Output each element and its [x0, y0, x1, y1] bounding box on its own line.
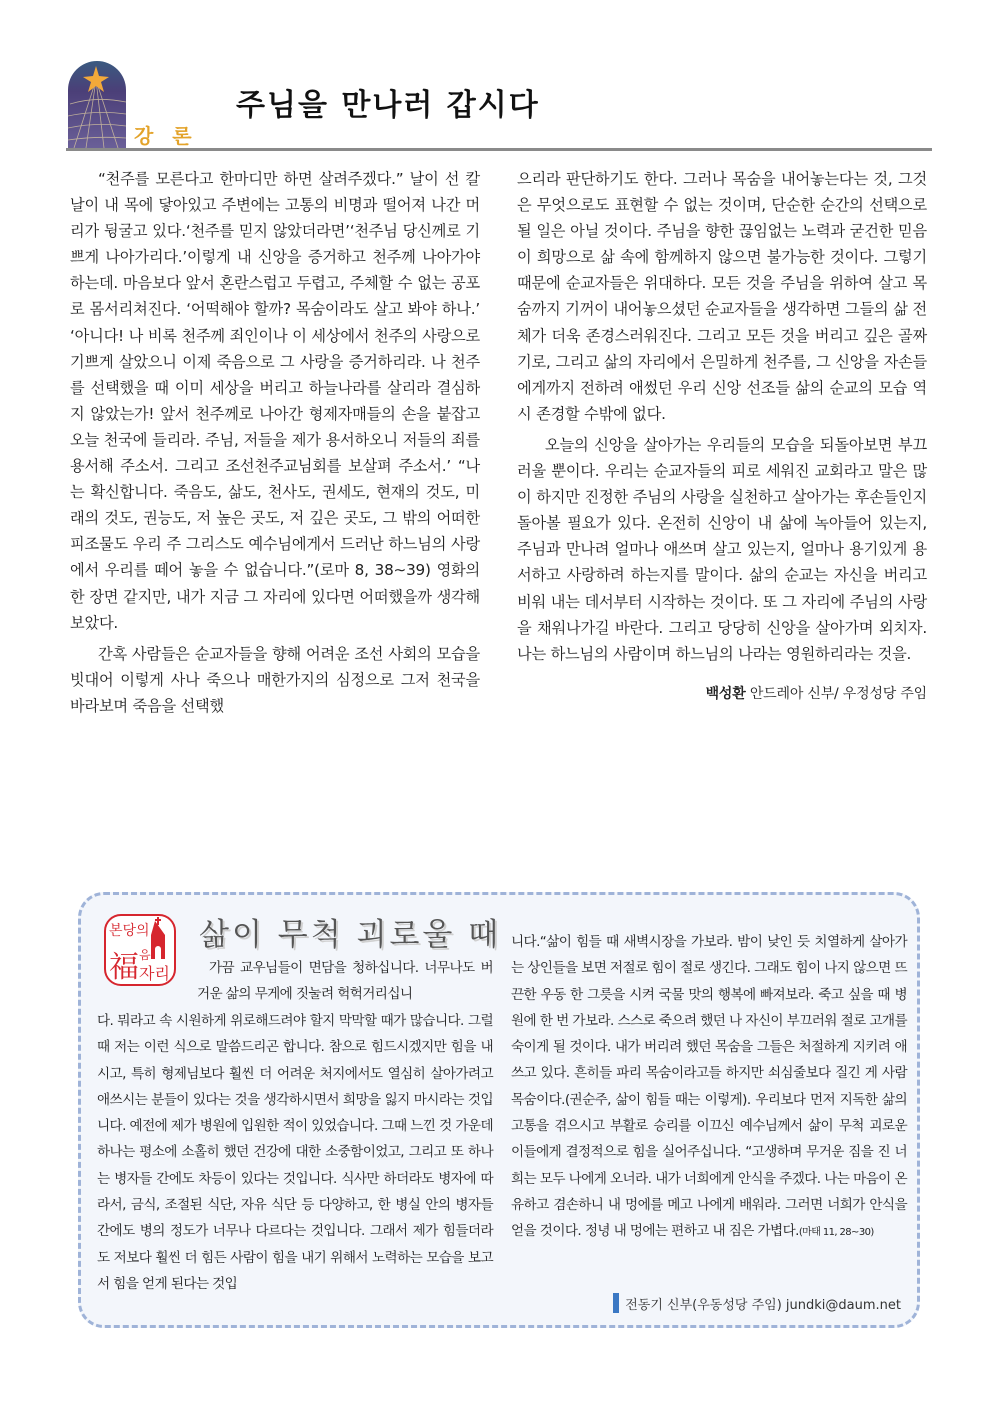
column-author: [613, 1293, 901, 1313]
paragraph: 다. 뭐라고 속 시원하게 위로해드려야 할지 막막할 때가 많습니다. 그럴 때 저는 이런 식으로 말씀드리곤 합니다. 참으로 힘드시겠지만 힘을 내시고, 특히 형제님보다 훨씬 더 어려운 처지에서도 열심히 살아가려고 애쓰시는 분들이 있다는 것을 생각하시면서 희망을 잃지 마시라는 것입니다. 예전에 제가 병원에 입원한 적이 있었습니다. 그때 느낀 것 가운데 하나는 평소에 소홀히 했던 건강에 대한 소중함이었고, 그리고 또 하나는 병자들 간에도 차등이 있다는 것입니다. 식사만 하더라도 병자에 따라서, 금식, 조절된 식단, 자유 식단 등 다양하고, 한 병실 안의 병자들 간에도 병의 정도가 너무나 다르다는 것입니다. 그래서 제가 힘들더라도 저보다 훨씬 더 힘든 사람이 힘을 내기 위해서 노력하는 모습을 보고서 힘을 얻게 된다는 것입: [97, 1013, 493, 1292]
paragraph: “천주를 모른다고 한마디만 하면 살려주겠다.” 날이 선 칼날이 내 목에 닿아있고 주변에는 고통의 비명과 떨어져 나간 머리가 뒹굴고 있다.‘천주를 믿지 않았더라면’‘천주님 당신께로 기쁘게 나아가리다.’이렇게 내 신앙을 증거하고 천주께 나아가야 하는데. 마음보다 앞서 혼란스럽고 두렵고, 주체할 수 없는 공포로 몸서리쳐진다. ‘어떡해야 할까? 목숨이라도 살고 봐야 하나.’ ‘아니다! 나 비록 천주께 죄인이나 이 세상에서 천주의 사랑으로 기쁘게 살았으니 이제 죽음으로 그 사랑을 증거하리라. 나 천주를 선택했을 때 이미 세상을 버리고 하늘나라를 살리라 결심하지 않았는가! 앞서 천주께로 나아간 형제자매들의 손을 붙잡고 오늘 천국에 들리라. 주님, 저들을 제가 용서하오니 저들의 죄를 용서해 주소서. 그리고 조선천주교님회를 보살펴 주소서.’ “나는 확신합니다. 죽음도, 삶도, 천사도, 권세도, 현재의 것도, 미래의 것도, 권능도, 저 높은 곳도, 저 깊은 곳도, 그 밖의 어떠한 피조물도 우리 주 그리스도 예수님에게서 드러난 하느님의 사랑에서 우리를 떼어 놓을 수 없습니다.”(로마 8, 38∼39) 영화의 한 장면 같지만, 내가 지금 그 자리에 있다면 어떠했을까 생각해 보았다.: [70, 170, 480, 632]
sermon-column-right: [517, 166, 927, 707]
paragraph: 가끔 교우님들이 면담을 청하십니다. 너무나도 버거운 삶의 무게에 짓눌려 헉헉거리십니: [197, 960, 493, 1003]
paragraph: 간혹 사람들은 순교자들을 향해 어려운 조선 사회의 모습을 빗대어 이렇게 사나 죽으나 매한가지의 심정으로 그저 천국을 바라보며 죽음을 선택했: [70, 644, 480, 715]
column-text-right: [511, 929, 907, 1247]
header-divider: [66, 148, 932, 151]
scripture-reference: (마태 11, 28~30): [798, 1227, 874, 1239]
author-bar-marker: [613, 1293, 619, 1313]
author-title: 안드레아 신부/ 우정성당 주임: [745, 685, 927, 702]
byline: [517, 681, 927, 707]
stamp-sub-text-1: 음: [139, 948, 151, 962]
column-text-left: [97, 1008, 493, 1297]
column-box: [78, 892, 920, 1328]
paragraph: 오늘의 신앙을 살아가는 우리들의 모습을 되돌아보면 부끄러울 뿐이다. 우리는 순교자들의 피로 세워진 교회라고 말은 많이 하지만 진정한 주님의 사랑을 실천하고 살아가는 후손들인지 돌아볼 필요가 있다. 온전히 신앙이 내 삶에 녹아들어 있는지, 주님과 만나려 얼마나 애쓰며 살고 있는지, 얼마나 용기있게 용서하고 사랑하려 하는지를 말이다. 삶의 순교는 자신을 버리고 비워 내는 데서부터 시작하는 것이다. 또 그 자리에 주님의 사랑을 채워나가길 바란다. 그리고 당당히 신앙을 살아가며 외치자. 나는 하느님의 사람이며 하느님의 나라는 영원하리라는 것을.: [517, 435, 927, 663]
paragraph: 으리라 판단하기도 한다. 그러나 목숨을 내어놓는다는 것, 그것은 무엇으로도 표현할 수 없는 것이며, 단순한 순간의 선택으로 될 일은 아닐 것이다. 주님을 향한 끊임없는 노력과 굳건한 믿음이 희망으로 삶 속에 함께하지 않으면 불가능한 것이다. 그렇기 때문에 순교자들은 위대하다. 모든 것을 주님을 위하여 살고 목숨까지 기꺼이 내어놓으셨던 순교자들을 생각하면 그들의 삶 전체가 더욱 존경스러워진다. 그리고 모든 것을 버리고 깊은 골짜기로, 그리고 삶의 자리에서 은밀하게 천주를, 그 신앙을 자손들에게까지 전하려 애썼던 우리 신앙 선조들 삶의 순교의 모습 역시 존경할 수밖에 없다.: [517, 170, 927, 423]
section-label: 강 론: [134, 124, 198, 148]
stamp-top-text: 본당의: [109, 923, 150, 939]
article-header: [66, 60, 932, 152]
column-title: 삶이 무척 괴로울 때: [199, 917, 502, 953]
paragraph-text: 니다.“삶이 힘들 때 새벽시장을 가보라. 밤이 낮인 듯 치열하게 살아가는 상인들을 보면 저절로 힘이 절로 생긴다. 그래도 힘이 나지 않으면 뜨끈한 우동 한 그릇을 시켜 국물 맛의 행복에 빠져보라. 죽고 싶을 때 병원에 한 번 가보라. 스스로 죽으려 했던 나 자신이 부끄러워 절로 고개를 숙이게 될 것이다. 내가 버리려 했던 목숨을 그들은 처절하게 지키려 애쓰고 있다. 흔히들 파리 목숨이라고들 하지만 쇠심줄보다 질긴 게 사람 목숨이다.(권순주, 삶이 힘들 때는 이렇게). 우리보다 먼저 지독한 삶의 고통을 겪으시고 부활로 승리를 이끄신 예수님께서 삶이 무척 괴로운 이들에게 결정적으로 힘을 실어주십니다. “고생하며 무거운 짐을 진 너희는 모두 나에게 오너라. 내가 너희에게 안식을 주겠다. 나는 마음이 온유하고 겸손하니 내 멍에를 메고 나에게 배워라. 그러면 너희가 안식을 얻을 것이다. 정녕 내 멍에는 편하고 내 짐은 가볍다.: [511, 934, 907, 1240]
author-name: 백성환: [705, 685, 746, 702]
church-stamp-logo-icon: [103, 913, 177, 987]
stained-glass-star-icon: [66, 60, 128, 148]
page-title: 주님을 만나러 갑시다: [236, 88, 540, 123]
stamp-main-char: 福: [109, 950, 139, 985]
sermon-column-left: [70, 166, 480, 719]
author-text: 전동기 신부(우동성당 주임) jundki@daum.net: [625, 1297, 901, 1313]
stamp-sub-text-2: 자리: [139, 964, 170, 983]
column-text-intro: [197, 955, 493, 1008]
paragraph: [511, 929, 907, 1247]
